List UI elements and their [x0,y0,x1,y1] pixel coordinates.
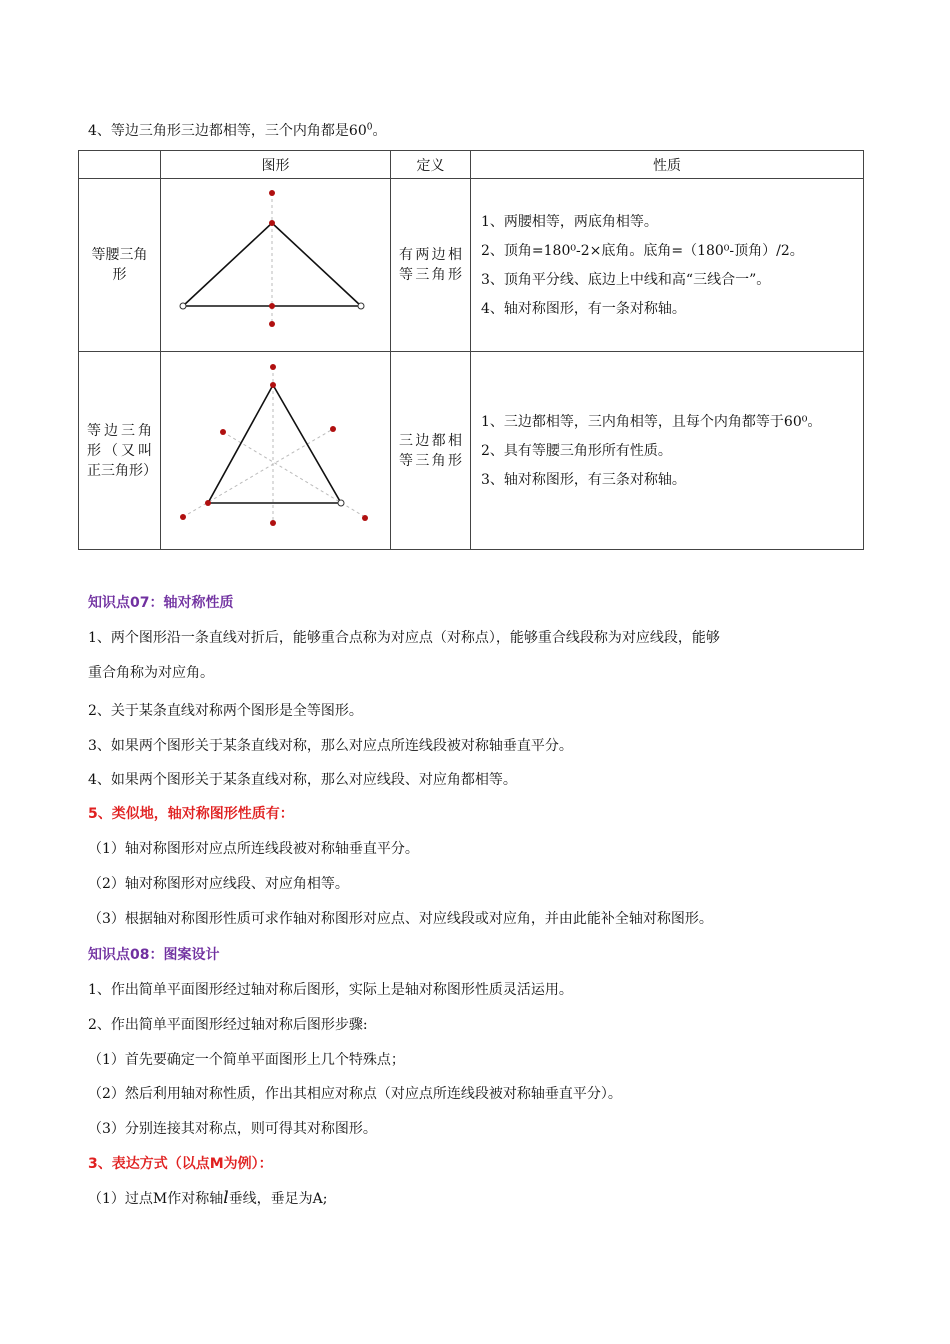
sec08-p2: 2、作出简单平面图形经过轴对称后图形步骤: [88,1017,368,1033]
vertex-left [205,500,211,506]
sec07-p3: 3、如果两个图形关于某条直线对称，那么对应点所连线段被对称轴垂直平分。 [88,738,573,754]
equilateral-prop-1: 1、三边都相等，三内角相等，且每个内角都等于60⁰。 [481,413,822,430]
axis-point-top [269,190,275,196]
section-07-title: 知识点07：轴对称性质 [88,595,234,611]
isosceles-triangle-diagram [161,179,391,351]
base-left-point [180,303,186,309]
table-row-equilateral [79,352,864,550]
point-bottom-outer [270,520,276,526]
sec07-p1a: 1、两个图形沿一条直线对折后，能够重合点称为对应点（对称点），能够重合线段称为对应线段，能够 [88,630,720,646]
table-header-row [79,151,864,179]
isosceles-prop-2: 2、顶角=180⁰-2×底角。底角=（180⁰-顶角）/2。 [481,242,804,259]
sec08-s2: （2）然后利用轴对称性质，作出其相应对称点（对应点所连线段被对称轴垂直平分）。 [88,1086,622,1102]
point-lower-left [180,514,186,520]
base-right-point [358,303,364,309]
equilateral-definition: 三边都相等三角形 [391,352,471,550]
isosceles-properties [471,179,864,352]
isosceles-prop-1: 1、两腰相等，两底角相等。 [481,213,658,230]
sec07-p2: 2、关于某条直线对称两个图形是全等图形。 [88,703,363,719]
header-definition: 定义 [391,151,471,179]
point-top-outer [270,364,276,370]
sec07-p1b: 重合角称为对应角。 [88,665,214,681]
sec08-last: （1）过点M作对称轴l垂线，垂足为A; [88,1188,328,1208]
header-properties: 性质 [471,151,864,179]
section-08-title: 知识点08：图案设计 [88,947,220,963]
sec08-s1: （1）首先要确定一个简单平面图形上几个特殊点； [88,1052,405,1068]
table-row-isosceles [79,179,864,352]
isosceles-name: 等腰三角形 [79,179,161,352]
vertex-top [270,382,276,388]
sec07-s1: （1）轴对称图形对应点所连线段被对称轴垂直平分。 [88,841,419,857]
triangle-properties-table [78,150,864,550]
sec07-s3: （3）根据轴对称图形性质可求作轴对称图形对应点、对应线段或对应角，并由此能补全轴对称图形。 [88,911,713,927]
equilateral-figure [161,352,391,550]
sec07-p4: 4、如果两个图形关于某条直线对称，那么对应线段、对应角都相等。 [88,772,517,788]
equilateral-triangle [208,385,341,503]
header-figure: 图形 [161,151,391,179]
isosceles-prop-4: 4、轴对称图形，有一条对称轴。 [481,300,686,317]
sec08-p1: 1、作出简单平面图形经过轴对称后图形，实际上是轴对称图形性质灵活运用。 [88,982,573,998]
equilateral-triangle-diagram [161,353,391,549]
equilateral-prop-3: 3、轴对称图形，有三条对称轴。 [481,471,686,488]
point-lower-right [362,515,368,521]
sec08-s3: （3）分别连接其对称点，则可得其对称图形。 [88,1121,377,1137]
sec07-s2: （2）轴对称图形对应线段、对应角相等。 [88,876,349,892]
sec07-p5: 5、类似地，轴对称图形性质有： [88,806,294,822]
equilateral-name: 等边三角形（又叫正三角形） [79,352,161,550]
intro-line: 4、等边三角形三边都相等，三个内角都是$60^0$。 [88,122,387,139]
equilateral-prop-2: 2、具有等腰三角形所有性质。 [481,442,672,459]
apex-point [269,220,275,226]
isosceles-figure [161,179,391,352]
vertex-right [338,500,344,506]
isosceles-prop-3: 3、顶角平分线、底边上中线和高“三线合一”。 [481,271,771,288]
symbol-l: l [223,1188,229,1208]
point-right-outer [330,426,336,432]
header-blank [79,151,161,179]
axis-point-bottom [269,321,275,327]
equilateral-properties [471,352,864,550]
isosceles-definition: 有两边相等三角形 [391,179,471,352]
base-midpoint [269,303,275,309]
sec08-p3: 3、表达方式（以点M为例）： [88,1156,273,1172]
point-left-outer [220,429,226,435]
